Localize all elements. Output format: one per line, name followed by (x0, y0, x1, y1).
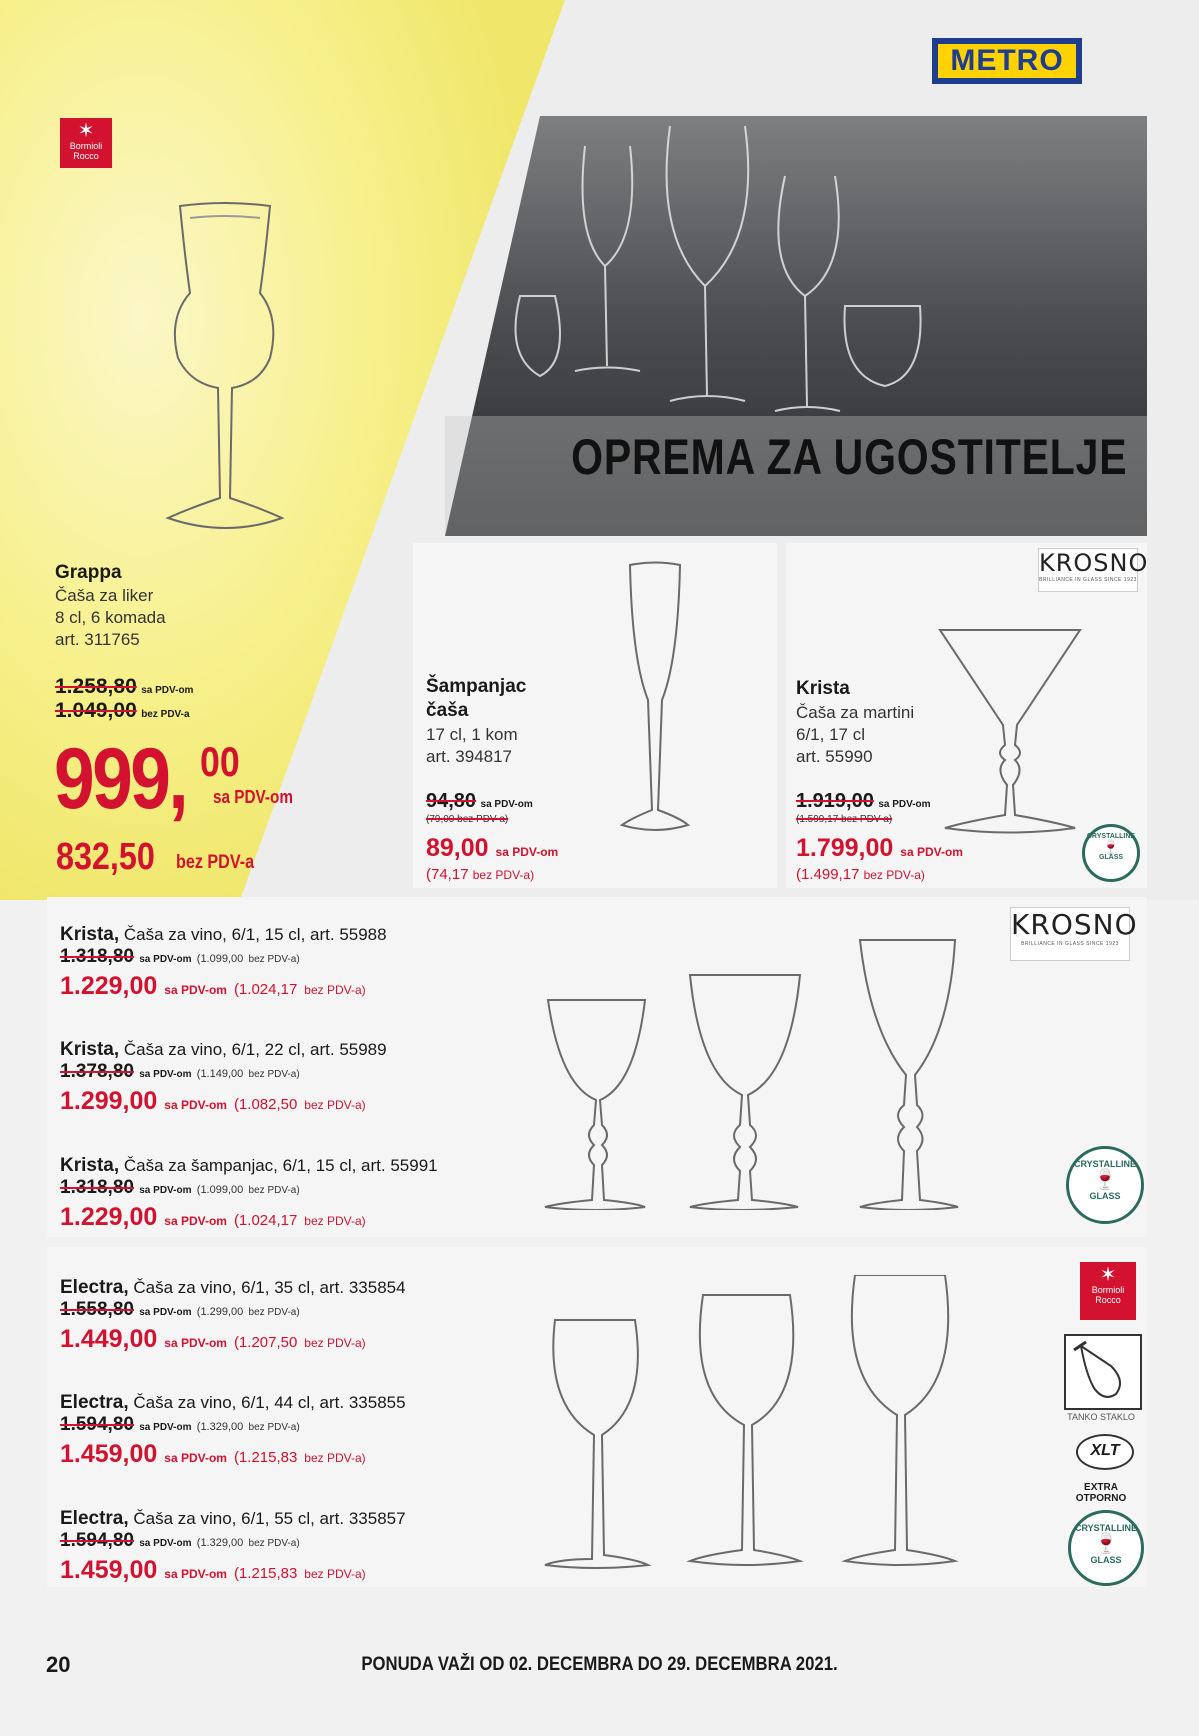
electra-glasses-image (540, 1275, 970, 1575)
offer-validity: PONUDA VAŽI OD 02. DECEMBRA DO 29. DECEMBRA 2021. (361, 1654, 838, 1675)
martini-glass-image (935, 625, 1085, 835)
glass-icon: 🍷 (1102, 839, 1120, 855)
sampanjac-name-1: Šampanjac (426, 676, 527, 697)
martini-old-gross: 1.919,00 sa PDV-om (796, 790, 931, 812)
sampanjac-art: art. 394817 (426, 747, 513, 766)
grappa-net-price: 832,50 (56, 836, 155, 878)
sampanjac-old-gross: 94,80 sa PDV-om (426, 790, 533, 812)
martini-desc-2: 6/1, 17 cl (796, 725, 865, 744)
krosno-logo: KROSNO BRILLIANCE IN GLASS SINCE 1923 (1038, 548, 1138, 592)
grappa-old-net: 1.049,00 bez PDV-a (55, 699, 190, 722)
martini-desc-1: Čaša za martini (796, 703, 915, 722)
page-number: 20 (46, 1652, 71, 1677)
martini-new-price: 1.799,00 sa PDV-om (796, 834, 963, 862)
martini-name: Krista (796, 678, 850, 699)
grappa-price-decimal: 00 (200, 738, 240, 785)
bormioli-logo: ✶ Bormioli Rocco (60, 118, 112, 168)
electra-row-1: Electra, Čaša za vino, 6/1, 35 cl, art. 335854 1.558,80 sa PDV-om (1.299,00 bez PDV-a) 1.449,00 sa PDV-om (1.207,50 bez PDV-a) (60, 1277, 406, 1353)
crystalline-glass-badge-3: CRYSTALLINE 🍷 GLASS (1068, 1510, 1144, 1586)
metro-logo: METRO (932, 38, 1082, 84)
hero-title: OPREMA ZA UGOSTITELJE (570, 429, 1127, 485)
hero-banner (445, 116, 1147, 536)
krista-row-2: Krista, Čaša za vino, 6/1, 22 cl, art. 55989 1.378,80 sa PDV-om (1.149,00 bez PDV-a) 1.299,00 sa PDV-om (1.082,50 bez PDV-a) (60, 1039, 387, 1115)
krista-glasses-image (540, 935, 970, 1210)
electra-row-2: Electra, Čaša za vino, 6/1, 44 cl, art. 335855 1.594,80 sa PDV-om (1.329,00 bez PDV-a) 1.459,00 sa PDV-om (1.215,83 bez PDV-a) (60, 1392, 406, 1468)
martini-art: art. 55990 (796, 747, 873, 766)
xlt-badge: XLT (1076, 1434, 1134, 1470)
sampanjac-old-net: (79,00 bez PDV-a) (426, 814, 509, 825)
martini-old-net: (1.599,17 bez PDV-a) (796, 814, 893, 825)
sampanjac-new-price: 89,00 sa PDV-om (426, 834, 559, 862)
extra-otporno-label: EXTRA OTPORNO (1075, 1482, 1127, 1504)
tanko-staklo-label: TANKO STAKLO (1067, 1412, 1135, 1422)
crystalline-glass-badge: CRYSTALLINE 🍷 GLASS (1082, 824, 1140, 882)
sampanjac-new-net: (74,17 bez PDV-a) (426, 866, 535, 883)
sampanjac-desc: 17 cl, 1 kom (426, 725, 518, 744)
krista-row-1: Krista, Čaša za vino, 6/1, 15 cl, art. 55988 1.318,80 sa PDV-om (1.099,00 bez PDV-a) 1.229,00 sa PDV-om (1.024,17 bez PDV-a) (60, 924, 387, 1000)
sampanjac-name-2: čaša (426, 700, 469, 721)
grappa-desc-2: 8 cl, 6 komada (55, 608, 166, 627)
thin-glass-icon (1064, 1334, 1142, 1410)
grappa-glass-image (160, 198, 290, 553)
grappa-name: Grappa (55, 562, 122, 583)
star-icon: ✶ (1099, 1264, 1117, 1286)
krista-row-3: Krista, Čaša za šampanjac, 6/1, 15 cl, art. 55991 1.318,80 sa PDV-om (1.099,00 bez PDV-a) 1.229,00 sa PDV-om (1.024,17 bez PDV-a) (60, 1155, 438, 1231)
grappa-art: art. 311765 (55, 630, 140, 649)
bormioli-logo-2: ✶ Bormioli Rocco (1080, 1262, 1136, 1320)
krosno-logo-2: KROSNO BRILLIANCE IN GLASS SINCE 1923 (1010, 907, 1130, 961)
star-icon: ✶ (77, 120, 95, 142)
grappa-price-int: 999, (54, 731, 187, 827)
martini-new-net: (1.499,17 bez PDV-a) (796, 866, 925, 883)
champagne-flute-image (620, 560, 690, 835)
crystalline-glass-badge-2: CRYSTALLINE 🍷 GLASS (1066, 1146, 1144, 1224)
grappa-old-gross: 1.258,80 sa PDV-om (55, 675, 194, 698)
glass-icon: 🍷 (1092, 1169, 1118, 1191)
grappa-desc-1: Čaša za liker (55, 586, 154, 605)
glass-icon: 🍷 (1093, 1533, 1119, 1555)
electra-row-3: Electra, Čaša za vino, 6/1, 55 cl, art. 335857 1.594,80 sa PDV-om (1.329,00 bez PDV-a) 1.459,00 sa PDV-om (1.215,83 bez PDV-a) (60, 1508, 406, 1584)
grappa-net-suffix: bez PDV-a (176, 852, 255, 873)
grappa-price-suffix: sa PDV-om (213, 787, 293, 807)
